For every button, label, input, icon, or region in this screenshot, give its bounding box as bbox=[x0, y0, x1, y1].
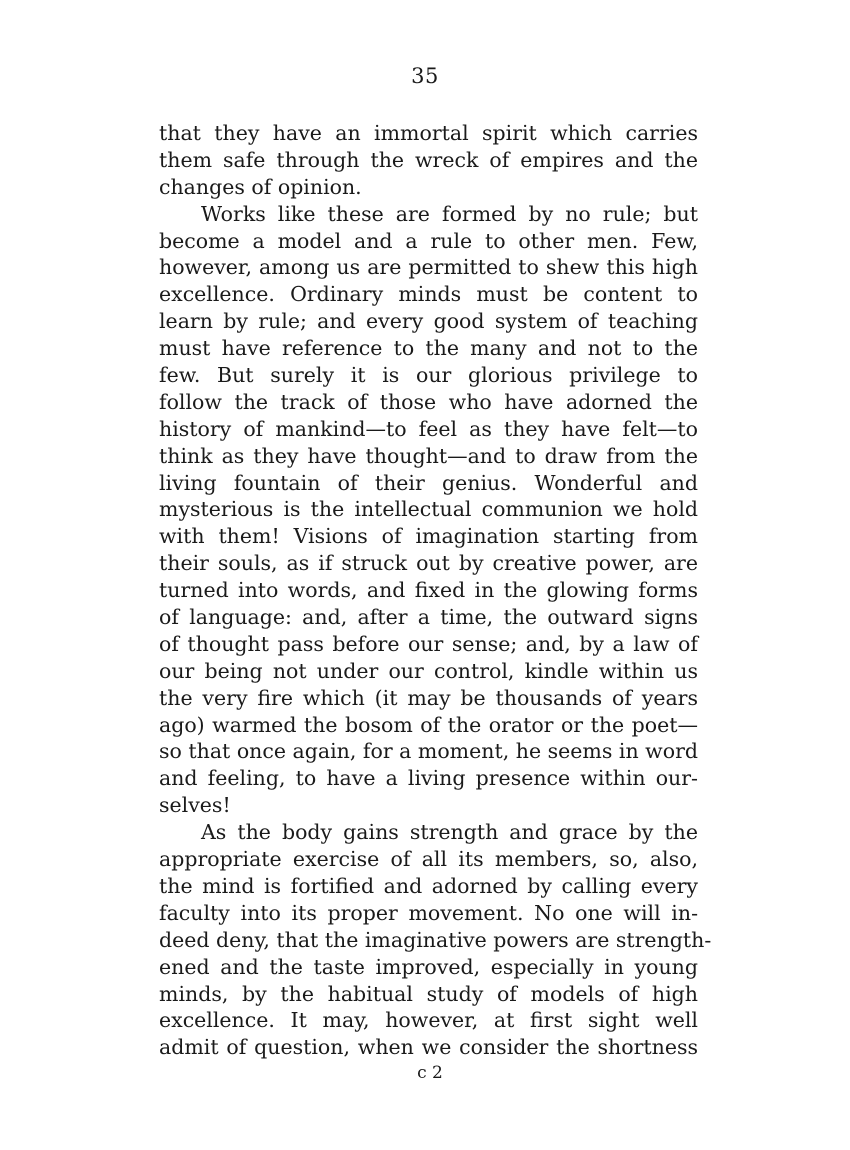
signature-mark: c 2 bbox=[417, 1063, 443, 1083]
text-line: living fountain of their genius. Wonderful and bbox=[159, 470, 698, 495]
text-line: excellence. Ordinary minds must be content to bbox=[159, 282, 698, 307]
text-line: deed deny, that the imaginative powers are strength- bbox=[159, 927, 712, 952]
text-line: few. But surely it is our glorious privilege to bbox=[159, 363, 698, 388]
text-line: think as they have thought—and to draw from the bbox=[159, 443, 698, 468]
text-line: of thought pass before our sense; and, by a law of bbox=[159, 631, 698, 656]
paragraph-start-line: Works like these are formed by no rule; but bbox=[201, 201, 698, 226]
text-line: learn by rule; and every good system of teaching bbox=[159, 309, 698, 334]
text-line: that they have an immortal spirit which carries bbox=[159, 121, 698, 145]
text-line: selves! bbox=[159, 793, 231, 818]
text-line: of language: and, after a time, the outward signs bbox=[159, 605, 698, 630]
text-line: admit of question, when we consider the shortness bbox=[159, 1035, 698, 1060]
text-line: with them! Visions of imagination starting from bbox=[159, 524, 698, 549]
text-line: and feeling, to have a living presence within our- bbox=[159, 766, 698, 791]
text-line: them safe through the wreck of empires and the bbox=[159, 147, 698, 172]
text-line: appropriate exercise of all its members, so, also, bbox=[159, 847, 698, 872]
text-line: minds, by the habitual study of models of high bbox=[159, 981, 698, 1006]
text-line: excellence. It may, however, at first sight well bbox=[159, 1008, 698, 1033]
text-line: our being not under our control, kindle within us bbox=[159, 658, 698, 683]
text-line: their souls, as if struck out by creative power, are bbox=[159, 551, 698, 576]
text-line: follow the track of those who have adorned the bbox=[159, 389, 698, 414]
text-line: turned into words, and fixed in the glowing forms bbox=[159, 578, 698, 603]
text-line: however, among us are permitted to shew this high bbox=[159, 255, 698, 280]
text-line: changes of opinion. bbox=[159, 174, 362, 199]
text-line: must have reference to the many and not to the bbox=[159, 336, 698, 361]
text-line: ened and the taste improved, especially in young bbox=[159, 954, 698, 979]
text-line: history of mankind—to feel as they have felt—to bbox=[159, 416, 698, 441]
body-text bbox=[159, 120, 712, 1061]
page-number: 35 bbox=[411, 64, 439, 88]
text-line: faculty into its proper movement. No one will in- bbox=[159, 900, 698, 925]
text-line: the mind is fortified and adorned by calling every bbox=[159, 873, 698, 898]
text-line: so that once again, for a moment, he seems in word bbox=[159, 739, 698, 764]
text-line: mysterious is the intellectual communion we hold bbox=[159, 497, 698, 522]
paragraph-start-line: As the body gains strength and grace by the bbox=[201, 820, 698, 845]
text-line: the very fire which (it may be thousands of years bbox=[159, 685, 698, 710]
text-line: become a model and a rule to other men. Few, bbox=[159, 228, 698, 253]
text-line: ago) warmed the bosom of the orator or the poet— bbox=[159, 712, 698, 737]
